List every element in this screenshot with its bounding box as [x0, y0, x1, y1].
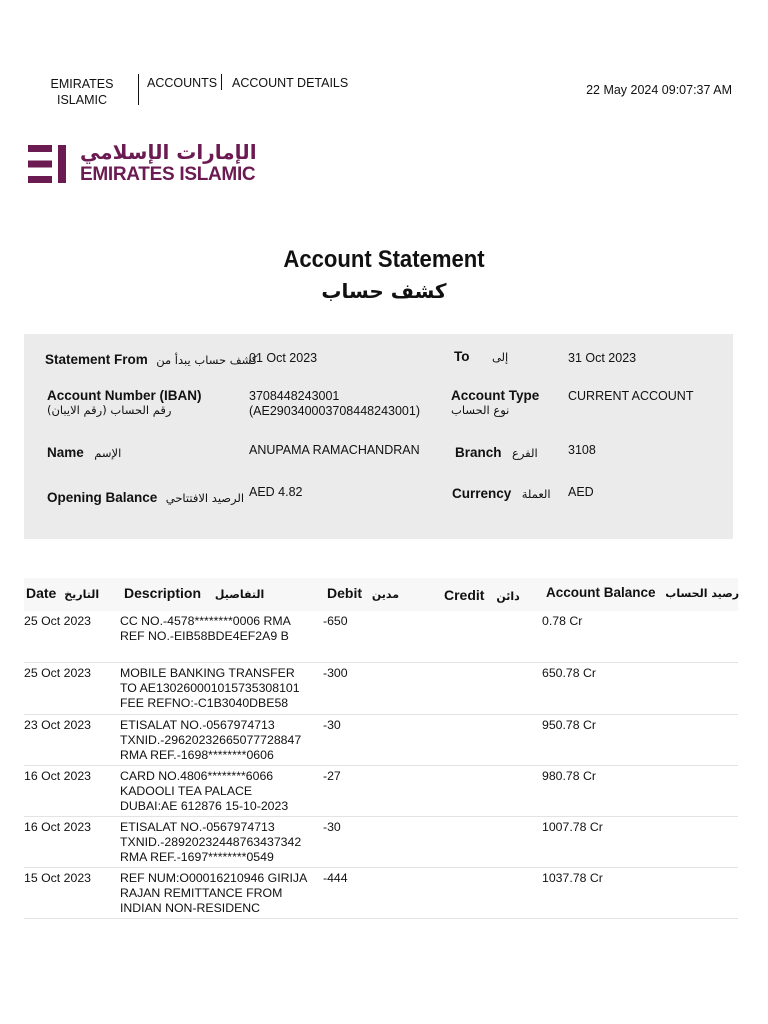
table-row	[24, 718, 738, 765]
opening-balance-label-ar: الرصيد الافتتاحي	[165, 491, 245, 505]
cell-description	[120, 871, 320, 916]
col-header-date-ar: التاريخ	[64, 588, 100, 601]
description-line: RAJAN REMITTANCE FROM	[120, 886, 283, 900]
to-value: 31 Oct 2023	[568, 351, 637, 365]
col-header-credit-ar: دائن	[496, 590, 520, 603]
account-number-label-en: Account Number (IBAN)	[47, 388, 202, 403]
cell-balance: 650.78 Cr	[542, 666, 597, 680]
opening-balance-label	[47, 489, 244, 507]
col-header-date-en: Date	[26, 585, 57, 601]
row-divider	[24, 816, 738, 817]
col-header-description-ar: التفاصيل	[214, 588, 265, 601]
account-type-label-en: Account Type	[451, 388, 540, 403]
description-line: TXNID.-29620232665077728847	[120, 733, 302, 747]
col-header-debit-en: Debit	[327, 585, 362, 601]
description-line: ETISALAT NO.-0567974713	[120, 718, 275, 732]
table-row	[24, 871, 738, 918]
cell-balance: 950.78 Cr	[542, 718, 597, 732]
row-divider	[24, 765, 738, 766]
to-label-en: To	[454, 349, 470, 364]
statement-from-value: 01 Oct 2023	[249, 351, 318, 365]
cell-date: 16 Oct 2023	[24, 769, 91, 783]
branch-label	[455, 444, 538, 462]
cell-description	[120, 718, 320, 763]
branch-label-ar: الفرع	[511, 446, 538, 460]
col-header-debit-ar: مدين	[371, 588, 400, 601]
cell-balance: 1007.78 Cr	[542, 820, 603, 834]
name-value: ANUPAMA RAMACHANDRAN	[249, 443, 420, 457]
description-line: CARD NO.4806********6066	[120, 769, 274, 783]
col-header-balance-en: Account Balance	[546, 585, 656, 600]
account-number-label	[47, 388, 202, 417]
cell-debit: -27	[323, 769, 341, 783]
logo-arabic-text: الإمارات الإسلامي	[80, 140, 257, 164]
description-line: RMA REF.-1698********0606	[120, 748, 274, 762]
cell-debit: -650	[323, 614, 348, 628]
name-label-ar: الإسم	[94, 446, 122, 460]
cell-debit: -30	[323, 820, 341, 834]
description-line: KADOOLI TEA PALACE	[120, 784, 253, 798]
cell-date: 25 Oct 2023	[24, 614, 91, 628]
bank-name-line2: ISLAMIC	[56, 93, 107, 107]
description-line: FEE REFNO:-C1B3040DBE58	[120, 696, 289, 710]
currency-value: AED	[568, 485, 594, 499]
description-line: DUBAI:AE 612876 15-10-2023	[120, 799, 289, 813]
account-type-label	[451, 388, 539, 417]
opening-balance-value: AED 4.82	[249, 485, 303, 499]
row-divider	[24, 714, 738, 715]
statement-from-label	[45, 351, 257, 369]
emirates-islamic-logo-icon	[28, 145, 66, 183]
to-label-ar: إلى	[491, 350, 509, 364]
description-line: TXNID.-28920232448763437342	[120, 835, 302, 849]
print-datetime: 22 May 2024 09:07:37 AM	[586, 83, 732, 97]
col-header-description	[124, 585, 264, 601]
bank-name-line1: EMIRATES	[50, 77, 114, 91]
cell-description	[120, 820, 320, 865]
row-divider	[24, 867, 738, 868]
account-number-label-ar: رقم الحساب (رقم الايبان)	[47, 403, 172, 417]
to-label	[454, 348, 508, 366]
table-row	[24, 769, 738, 817]
description-line: REF NUM:O00016210946 GIRIJA	[120, 871, 308, 885]
table-row	[24, 666, 738, 714]
header-bank-name	[40, 76, 124, 108]
nav-accounts[interactable]: ACCOUNTS	[147, 76, 218, 90]
statement-from-label-ar: كشف حساب يبدأ من	[156, 353, 258, 367]
row-divider	[24, 662, 738, 663]
name-label	[47, 444, 121, 462]
cell-balance: 980.78 Cr	[542, 769, 597, 783]
description-line: RMA REF.-1697********0549	[120, 850, 274, 864]
page-title-arabic: كشف حساب	[321, 279, 447, 303]
description-line: CC NO.-4578********0006 RMA	[120, 614, 291, 628]
nav-account-details[interactable]: ACCOUNT DETAILS	[232, 76, 349, 90]
account-type-value: CURRENT ACCOUNT	[568, 389, 694, 403]
page-title: Account Statement	[283, 246, 485, 273]
cell-debit: -444	[323, 871, 348, 885]
header-divider	[138, 74, 139, 105]
cell-date: 25 Oct 2023	[24, 666, 91, 680]
description-line: ETISALAT NO.-0567974713	[120, 820, 275, 834]
branch-value: 3108	[568, 443, 596, 457]
col-header-balance	[546, 585, 739, 600]
cell-description	[120, 614, 320, 644]
col-header-date	[26, 585, 99, 601]
currency-label-en: Currency	[452, 486, 512, 501]
table-row	[24, 614, 738, 662]
account-type-label-ar: نوع الحساب	[451, 403, 510, 417]
currency-label	[452, 485, 551, 503]
cell-debit: -300	[323, 666, 348, 680]
cell-date: 15 Oct 2023	[24, 871, 91, 885]
account-number: 3708448243001	[249, 389, 340, 403]
logo-english-text: EMIRATES ISLAMIC	[80, 164, 256, 185]
cell-date: 16 Oct 2023	[24, 820, 91, 834]
description-line: MOBILE BANKING TRANSFER	[120, 666, 295, 680]
name-label-en: Name	[47, 445, 84, 460]
col-header-credit	[444, 587, 520, 603]
cell-description	[120, 769, 320, 814]
cell-description	[120, 666, 320, 711]
cell-balance: 0.78 Cr	[542, 614, 583, 628]
col-header-debit	[327, 585, 399, 601]
cell-date: 23 Oct 2023	[24, 718, 91, 732]
currency-label-ar: العملة	[521, 487, 551, 501]
row-divider	[24, 918, 738, 919]
branch-label-en: Branch	[455, 445, 502, 460]
account-number-value	[249, 389, 420, 419]
description-line: REF NO.-EIB58BDE4EF2A9 B	[120, 629, 289, 643]
description-line: INDIAN NON-RESIDENC	[120, 901, 261, 915]
opening-balance-label-en: Opening Balance	[47, 490, 158, 505]
header-divider	[221, 74, 222, 90]
col-header-description-en: Description	[124, 585, 202, 601]
col-header-balance-ar: رصيد الحساب	[665, 587, 740, 600]
iban-number: (AE290340003708448243001)	[249, 404, 420, 418]
cell-balance: 1037.78 Cr	[542, 871, 603, 885]
col-header-credit-en: Credit	[444, 587, 485, 603]
cell-debit: -30	[323, 718, 341, 732]
table-row	[24, 820, 738, 867]
statement-from-label-en: Statement From	[45, 352, 148, 367]
description-line: TO AE130260001015735308101	[120, 681, 300, 695]
